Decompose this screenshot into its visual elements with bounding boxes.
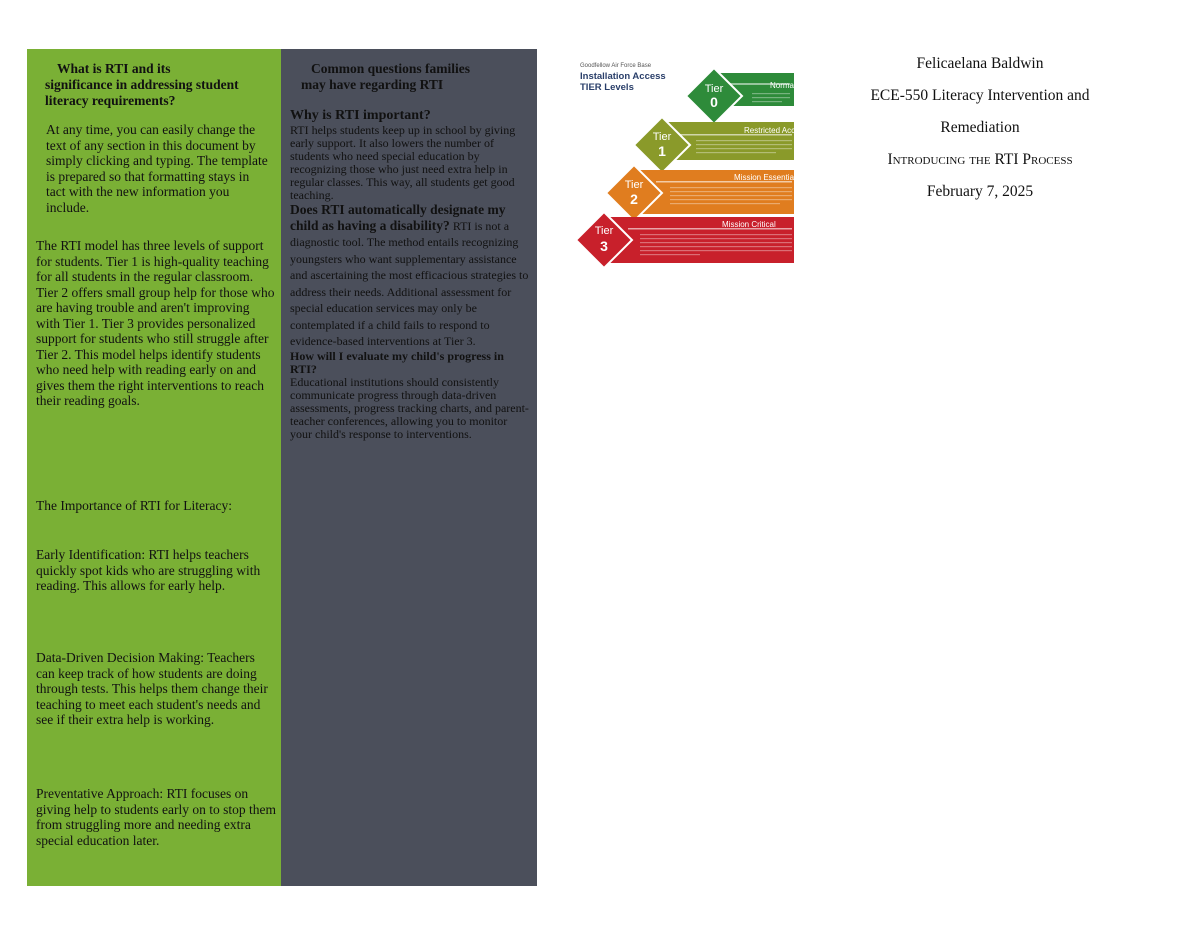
tier-0-word: Tier	[704, 83, 724, 95]
preventative-paragraph[interactable]: Preventative Approach: RTI focuses on giving help to students early on to stop them from struggling more and needing extra special education later.	[36, 786, 276, 848]
graphic-caption-line2: Installation Access	[580, 71, 666, 82]
cover-panel	[830, 48, 1130, 208]
tier-1-number: 1	[658, 143, 666, 159]
faq-question-1: Why is RTI important?	[290, 108, 431, 123]
faq-question-3: How will I evaluate my child's progress in RTI?	[290, 348, 504, 376]
left-panel	[27, 49, 281, 886]
tier-2-banner-label: Mission Essential	[734, 173, 796, 182]
data-driven-paragraph[interactable]: Data-Driven Decision Making: Teachers can keep track of how students are doing through tests. This helps them change their teaching to meet each student's needs and see if their extra help is working.	[36, 650, 268, 727]
tier-2-word: Tier	[624, 179, 644, 191]
middle-heading-line2: may have regarding RTI	[301, 77, 444, 92]
tier-graphic-svg	[570, 60, 808, 265]
early-identification-paragraph[interactable]: Early Identification: RTI helps teachers quickly spot kids who are struggling with reading. This allows for early help.	[36, 547, 261, 593]
tier-1-word: Tier	[652, 131, 672, 143]
document-title[interactable]: Introducing the RTI Process	[887, 151, 1073, 168]
author-name[interactable]: Felicaelana Baldwin	[916, 55, 1044, 72]
left-panel-heading	[45, 61, 265, 109]
tier-3-word: Tier	[594, 225, 614, 237]
rti-model-paragraph[interactable]: The RTI model has three levels of support for students. Tier 1 is high-quality teaching for all students in the regular classroom. Tier 2 offers small group help for those who are having trouble and aren't improving with Tier 1. Tier 3 provides personalized support for students who still struggle after Tier 2. This model helps identify students who need help with reading early on and gives them the right interventions to reach their reading goals.	[36, 238, 275, 408]
tier-levels-graphic	[570, 60, 808, 265]
middle-panel-heading	[301, 61, 521, 93]
left-heading-line1: What is RTI and its	[57, 61, 171, 76]
graphic-caption-line3: TIER Levels	[580, 82, 634, 93]
tier-0-number: 0	[710, 94, 718, 110]
faq-answer-2: RTI is not a diagnostic tool. The method entails recognizing youngsters who want supplementary assistance and ascertaining the most efficacious strategies to address their needs. Additional assessment for special education services may only be contemplated if a child fails to respond to evidence-based interventions at Tier 3.	[290, 218, 529, 348]
middle-heading-line1: Common questions families	[311, 61, 471, 76]
importance-heading[interactable]: The Importance of RTI for Literacy:	[36, 498, 232, 513]
left-intro-text[interactable]: At any time, you can easily change the text of any section in this document by simply clicking and typing. The template is prepared so that formatting stays in tact with the new information you include.	[46, 122, 268, 215]
tier-2-number: 2	[630, 191, 638, 207]
faq-question-2: Does RTI automatically designate my child as having a disability?	[290, 202, 506, 233]
graphic-caption-line1: Goodfellow Air Force Base	[580, 63, 652, 69]
tier-3-number: 3	[600, 238, 608, 254]
faq-question-2-block	[290, 202, 532, 350]
course-name[interactable]: ECE-550 Literacy Intervention and Remediation	[870, 87, 1090, 136]
middle-panel	[281, 49, 537, 886]
tier-3-banner-label: Mission Critical	[722, 220, 776, 229]
left-heading-rest: significance in addressing student literacy requirements?	[45, 77, 239, 108]
faq-content[interactable]	[290, 108, 532, 441]
faq-answer-3: Educational institutions should consistently communicate progress through data-driven assessments, progress tracking charts, and parent-teacher conferences, allowing you to monitor your child's response to interventions.	[290, 374, 529, 441]
faq-answer-1: RTI helps students keep up in school by giving early support. It also lowers the number of students who need special education by recognizing those who just need extra help in regular classes. This way, all students get good teaching.	[290, 123, 516, 202]
document-date[interactable]: February 7, 2025	[926, 183, 1034, 200]
tier-1-banner-label: Restricted Access	[744, 126, 808, 135]
tier-0-banner-label: Normal	[770, 81, 796, 90]
